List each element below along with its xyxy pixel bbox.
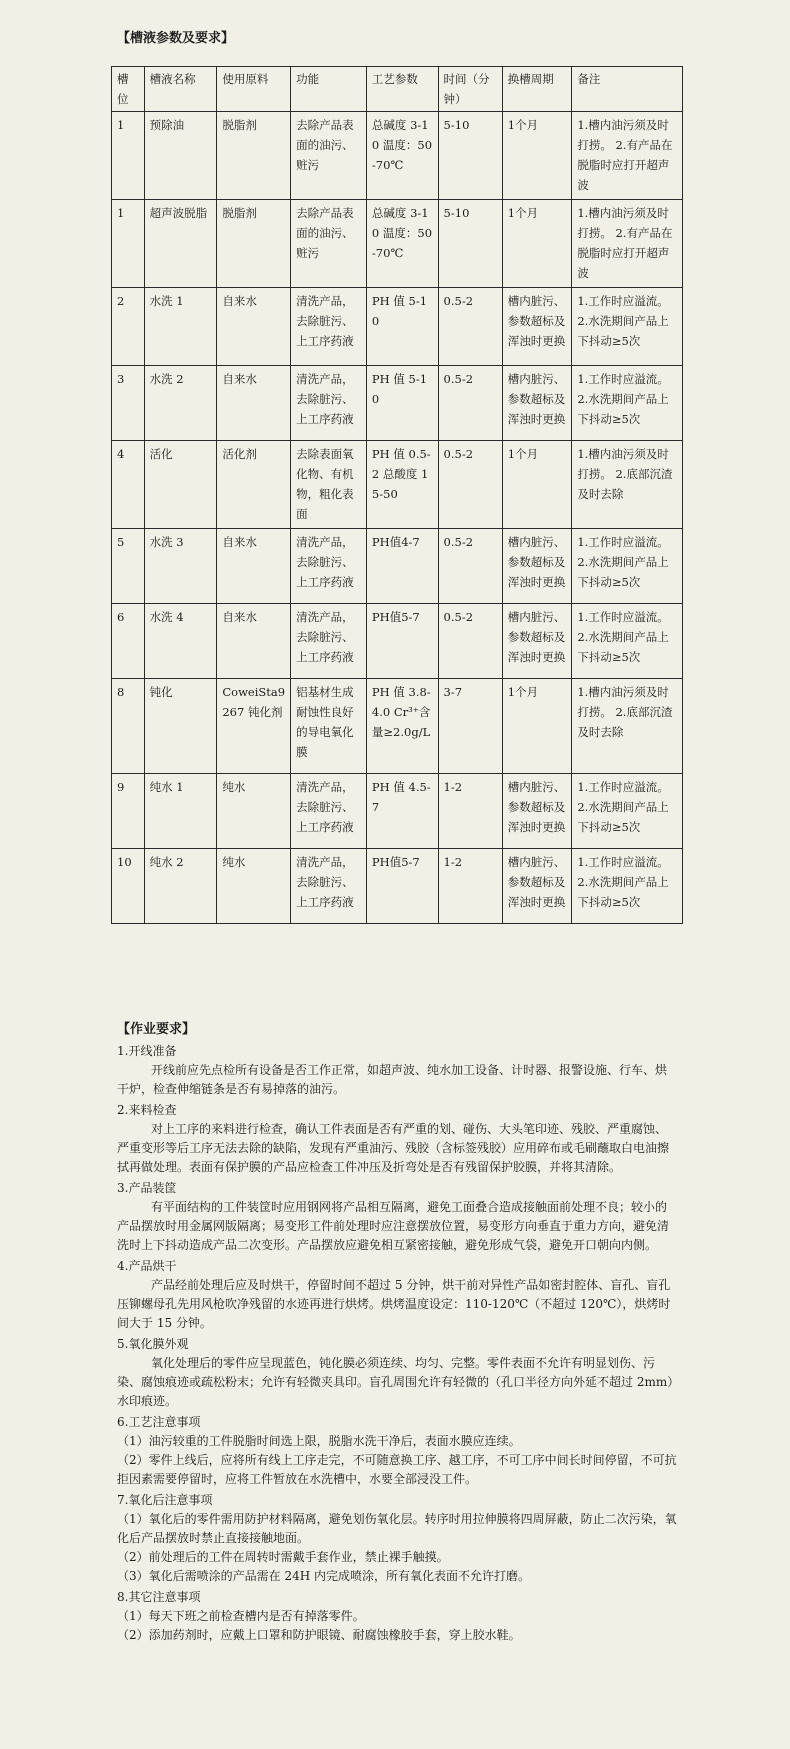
table-cell: 0.5-2 bbox=[438, 288, 502, 366]
table-row bbox=[112, 288, 683, 366]
table-cell: 9 bbox=[112, 774, 145, 849]
table-cell: 脱脂剂 bbox=[217, 112, 291, 200]
table-cell: 0.5-2 bbox=[438, 366, 502, 441]
table-cell: 水洗 3 bbox=[144, 529, 217, 604]
table-cell: PH 值 3.8-4.0 Cr³⁺含量≥2.0g/L bbox=[366, 679, 438, 774]
table-cell: 1个月 bbox=[502, 112, 572, 200]
table-row bbox=[112, 604, 683, 679]
table-cell: 纯水 1 bbox=[144, 774, 217, 849]
section-heading: 2.来料检查 bbox=[117, 1103, 177, 1117]
table-cell: 清洗产品，去除脏污、上工序药液 bbox=[291, 849, 367, 924]
table-cell: 活化剂 bbox=[217, 441, 291, 529]
table-cell: 钝化 bbox=[144, 679, 217, 774]
table-cell: 1个月 bbox=[502, 679, 572, 774]
table-cell: 清洗产品，去除脏污、上工序药液 bbox=[291, 604, 367, 679]
table-cell: 6 bbox=[112, 604, 145, 679]
table-row bbox=[112, 774, 683, 849]
table-cell: PH 值 4.5-7 bbox=[366, 774, 438, 849]
table-cell: 槽内脏污、参数超标及浑浊时更换 bbox=[502, 604, 572, 679]
section-item: （2）添加药剂时，应戴上口罩和防护眼镜、耐腐蚀橡胶手套，穿上胶水鞋。 bbox=[117, 1628, 521, 1642]
table-cell: 1.工作时应溢流。 2.水洗期间产品上下抖动≥5次 bbox=[572, 604, 683, 679]
section-item: （2）前处理后的工件在周转时需戴手套作业，禁止裸手触摸。 bbox=[117, 1550, 449, 1564]
table-cell: 1 bbox=[112, 200, 145, 288]
header-cell: 换槽周期 bbox=[502, 67, 572, 112]
header-cell: 使用原料 bbox=[217, 67, 291, 112]
table-cell: 水洗 4 bbox=[144, 604, 217, 679]
table-cell: PH 值 5-10 bbox=[366, 366, 438, 441]
work-title: 【作业要求】 bbox=[117, 1022, 196, 1037]
table-cell: 1.工作时应溢流。 2.水洗期间产品上下抖动≥5次 bbox=[572, 529, 683, 604]
section-paragraph: 对上工序的来料进行检查，确认工件表面是否有严重的划、碰伤、大头笔印迹、残胶、严重腐蚀、严重变形等后工序无法去除的缺陷，发现有严重油污、残胶（含标签残胶）应用碎布或毛刷蘸取白电油擦拭再做处理。表面有保护膜的产品应检查工件冲压及折弯处是否有残留保护胶膜，并将其清除。 bbox=[117, 1122, 670, 1174]
table-row bbox=[112, 849, 683, 924]
table-cell: 纯水 bbox=[217, 774, 291, 849]
section-item: （1）氧化后的零件需用防护材料隔离，避免划伤氧化层。转序时用拉伸膜将四周屏蔽，防止二次污染，氧化后产品摆放时禁止直接接触地面。 bbox=[117, 1512, 677, 1545]
table-cell: 2 bbox=[112, 288, 145, 366]
section-heading: 7.氧化后注意事项 bbox=[117, 1493, 213, 1507]
table-row bbox=[112, 441, 683, 529]
section-paragraph: 氧化处理后的零件应呈现蓝色，钝化膜必须连续、均匀、完整。零件表面不允许有明显划伤、污染、腐蚀痕迹或疏松粉末；允许有轻微夹具印。盲孔周围允许有轻微的（孔口半径方向外延不超过 2mm）水印痕迹。 bbox=[117, 1356, 674, 1408]
table-cell: 水洗 2 bbox=[144, 366, 217, 441]
table-cell: 自来水 bbox=[217, 288, 291, 366]
table-cell: 槽内脏污、参数超标及浑浊时更换 bbox=[502, 366, 572, 441]
table-cell: 自来水 bbox=[217, 366, 291, 441]
table-cell: 预除油 bbox=[144, 112, 217, 200]
table-cell: 清洗产品，去除脏污、上工序药液 bbox=[291, 529, 367, 604]
section-paragraph: 产品经前处理后应及时烘干，停留时间不超过 5 分钟，烘干前对异性产品如密封腔体、盲孔、盲孔压铆螺母孔先用风枪吹净残留的水迹再进行烘烤。烘烤温度设定：110-120℃（不超过 120℃），烘烤时间大于 15 分钟。 bbox=[117, 1278, 671, 1330]
params-table-header bbox=[112, 67, 683, 112]
table-cell: CoweiSta9267 钝化剂 bbox=[217, 679, 291, 774]
table-cell: 去除产品表面的油污、赃污 bbox=[291, 200, 367, 288]
table-cell: 3 bbox=[112, 366, 145, 441]
section-item: （2）零件上线后，应将所有线上工序走完，不可随意换工序、越工序，不可工序中间长时间停留，不可抗拒因素需要停留时，应将工件暂放在水洗槽中，水要全部浸没工件。 bbox=[117, 1453, 677, 1486]
table-cell: 0.5-2 bbox=[438, 441, 502, 529]
table-cell: 槽内脏污、参数超标及浑浊时更换 bbox=[502, 529, 572, 604]
table-cell: 4 bbox=[112, 441, 145, 529]
section-paragraph: 有平面结构的工件装筐时应用钢网将产品相互隔离，避免工面叠合造成接触面前处理不良；较小的产品摆放时用金属网版隔离；易变形工件前处理时应注意摆放位置，易变形方向垂直于重力方向，避免清洗时上下抖动造成产品二次变形。产品摆放应避免相互紧密接触，避免形成气袋，避免开口朝向内侧。 bbox=[117, 1200, 670, 1252]
table-cell: 去除产品表面的油污、赃污 bbox=[291, 112, 367, 200]
table-cell: PH值5-7 bbox=[366, 604, 438, 679]
table-cell: PH 值 0.5-2 总酸度 15-50 bbox=[366, 441, 438, 529]
table-cell: 总碱度 3-10 温度：50-70℃ bbox=[366, 200, 438, 288]
header-cell: 槽位 bbox=[112, 67, 145, 112]
table-cell: 自来水 bbox=[217, 604, 291, 679]
table-cell: 1-2 bbox=[438, 849, 502, 924]
table-cell: 1个月 bbox=[502, 441, 572, 529]
section-item: （1）每天下班之前检查槽内是否有掉落零件。 bbox=[117, 1609, 365, 1623]
header-cell: 时间（分钟） bbox=[438, 67, 502, 112]
header-row bbox=[112, 67, 683, 112]
table-cell: PH 值 5-10 bbox=[366, 288, 438, 366]
table-cell: 槽内脏污、参数超标及浑浊时更换 bbox=[502, 849, 572, 924]
table-cell: 0.5-2 bbox=[438, 529, 502, 604]
section-paragraph: 开线前应先点检所有设备是否工作正常，如超声波、纯水加工设备、计时器、报警设施、行车、烘干炉，检查伸缩链条是否有易掉落的油污。 bbox=[117, 1063, 668, 1096]
params-title: 【槽液参数及要求】 bbox=[117, 31, 235, 46]
table-cell: 5-10 bbox=[438, 200, 502, 288]
section-heading: 8.其它注意事项 bbox=[117, 1590, 201, 1604]
params-table bbox=[111, 66, 683, 924]
table-cell: 1.工作时应溢流。 2.水洗期间产品上下抖动≥5次 bbox=[572, 366, 683, 441]
params-table-body bbox=[112, 112, 683, 924]
table-cell: 5 bbox=[112, 529, 145, 604]
section-heading: 5.氧化膜外观 bbox=[117, 1337, 189, 1351]
table-cell: 去除表面氧化物、有机物，粗化表面 bbox=[291, 441, 367, 529]
table-cell: 槽内脏污、参数超标及浑浊时更换 bbox=[502, 288, 572, 366]
table-cell: 1.槽内油污须及时打捞。 2.有产品在脱脂时应打开超声波 bbox=[572, 200, 683, 288]
table-cell: 1个月 bbox=[502, 200, 572, 288]
table-cell: 超声波脱脂 bbox=[144, 200, 217, 288]
work-requirements bbox=[117, 1020, 677, 1645]
section-item: （3）氧化后需喷涂的产品需在 24H 内完成喷涂，所有氧化表面不允许打磨。 bbox=[117, 1569, 531, 1583]
table-cell: 清洗产品，去除脏污、上工序药液 bbox=[291, 366, 367, 441]
table-cell: PH值4-7 bbox=[366, 529, 438, 604]
table-cell: 脱脂剂 bbox=[217, 200, 291, 288]
table-cell: 槽内脏污、参数超标及浑浊时更换 bbox=[502, 774, 572, 849]
header-cell: 槽液名称 bbox=[144, 67, 217, 112]
section-heading: 6.工艺注意事项 bbox=[117, 1415, 201, 1429]
header-cell: 备注 bbox=[572, 67, 683, 112]
table-cell: 清洗产品，去除脏污、上工序药液 bbox=[291, 774, 367, 849]
header-cell: 工艺参数 bbox=[366, 67, 438, 112]
table-cell: 纯水 bbox=[217, 849, 291, 924]
section-heading: 4.产品烘干 bbox=[117, 1259, 177, 1273]
table-cell: 活化 bbox=[144, 441, 217, 529]
table-row bbox=[112, 112, 683, 200]
table-cell: 0.5-2 bbox=[438, 604, 502, 679]
table-cell: 1.工作时应溢流。 2.水洗期间产品上下抖动≥5次 bbox=[572, 774, 683, 849]
table-cell: 1.工作时应溢流。 2.水洗期间产品上下抖动≥5次 bbox=[572, 849, 683, 924]
table-row bbox=[112, 200, 683, 288]
table-cell: 纯水 2 bbox=[144, 849, 217, 924]
table-cell: 1-2 bbox=[438, 774, 502, 849]
table-cell: 自来水 bbox=[217, 529, 291, 604]
table-cell: 总碱度 3-10 温度：50-70℃ bbox=[366, 112, 438, 200]
table-cell: 1 bbox=[112, 112, 145, 200]
table-cell: 1.槽内油污须及时打捞。 2.底部沉渣及时去除 bbox=[572, 441, 683, 529]
table-cell: 清洗产品，去除脏污、上工序药液 bbox=[291, 288, 367, 366]
table-cell: PH值5-7 bbox=[366, 849, 438, 924]
table-cell: 水洗 1 bbox=[144, 288, 217, 366]
table-cell: 1.槽内油污须及时打捞。 2.底部沉渣及时去除 bbox=[572, 679, 683, 774]
section-heading: 1.开线准备 bbox=[117, 1044, 177, 1058]
table-cell: 5-10 bbox=[438, 112, 502, 200]
table-row bbox=[112, 679, 683, 774]
table-cell: 8 bbox=[112, 679, 145, 774]
section-item: （1）油污较重的工件脱脂时间选上限，脱脂水洗干净后，表面水膜应连续。 bbox=[117, 1434, 521, 1448]
table-row bbox=[112, 529, 683, 604]
table-cell: 3-7 bbox=[438, 679, 502, 774]
table-cell: 10 bbox=[112, 849, 145, 924]
section-heading: 3.产品装筐 bbox=[117, 1181, 177, 1195]
table-row bbox=[112, 366, 683, 441]
table-cell: 1.槽内油污须及时打捞。 2.有产品在脱脂时应打开超声波 bbox=[572, 112, 683, 200]
table-cell: 1.工作时应溢流。 2.水洗期间产品上下抖动≥5次 bbox=[572, 288, 683, 366]
header-cell: 功能 bbox=[291, 67, 367, 112]
table-cell: 铝基材生成耐蚀性良好的导电氧化膜 bbox=[291, 679, 367, 774]
